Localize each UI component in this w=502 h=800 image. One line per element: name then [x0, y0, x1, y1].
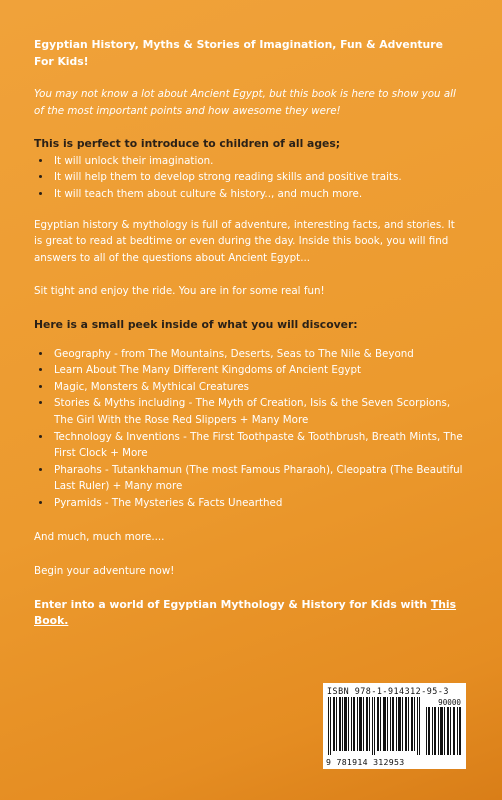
description-paragraph: Egyptian history & mythology is full of adventure, interesting facts, and stories. It is great to read at bedtime or even during the day. Inside this book, you will find answers to all of the questions about Ancient Egypt... — [34, 218, 455, 264]
back-cover-text — [34, 36, 466, 629]
this-book-link[interactable]: This Book. — [34, 597, 457, 627]
ride-paragraph: Sit tight and enjoy the ride. You are in for some real fun! — [34, 285, 325, 298]
cta-text: Enter into a world of Egyptian Mythology & History for Kids with — [34, 597, 431, 611]
barcode-digits: 9 781914 312953 — [326, 757, 405, 767]
addon-bars-icon — [426, 707, 462, 755]
list-item: • Learn About The Many Different Kingdoms of Ancient Egypt — [52, 362, 466, 379]
isbn-barcode — [323, 683, 466, 769]
price-addon-label: 90000 — [438, 698, 461, 707]
list-item: • It will unlock their imagination. — [52, 153, 466, 170]
perfect-title: This is perfect to introduce to children of all ages; — [34, 137, 341, 151]
list-item: • Geography - from The Mountains, Deserts, Seas to The Nile & Beyond — [52, 346, 466, 363]
call-to-action — [34, 597, 466, 629]
list-item: • It will help them to develop strong reading skills and positive traits. — [52, 169, 466, 186]
list-item: • Pyramids - The Mysteries & Facts Unearthed — [52, 495, 466, 512]
begin-text: Begin your adventure now! — [34, 565, 175, 578]
more-text: And much, much more.... — [34, 531, 165, 544]
barcode-bars-icon — [328, 697, 422, 755]
list-item: • It will teach them about culture & history.., and much more. — [52, 186, 466, 203]
list-item: • Magic, Monsters & Mythical Creatures — [52, 379, 466, 396]
intro-text: You may not know a lot about Ancient Egypt, but this book is here to show you all of the most important points and how awesome they were! — [34, 88, 456, 117]
discover-list — [34, 346, 466, 512]
list-item: • Technology & Inventions - The First Toothpaste & Toothbrush, Breath Mints, The First Clock + More — [52, 429, 466, 462]
perfect-list — [34, 153, 466, 203]
cover-heading: Egyptian History, Myths & Stories of Imagination, Fun & Adventure For Kids! — [34, 38, 443, 68]
list-item: • Pharaohs - Tutankhamun (The most Famous Pharaoh), Cleopatra (The Beautiful Last Ruler) + Many more — [52, 462, 466, 495]
peek-title: Here is a small peek inside of what you will discover: — [34, 317, 358, 331]
isbn-label: ISBN 978-1-914312-95-3 — [327, 686, 449, 696]
list-item: • Stories & Myths including - The Myth of Creation, Isis & the Seven Scorpions, The Girl With the Rose Red Slippers + Many More — [52, 395, 466, 428]
